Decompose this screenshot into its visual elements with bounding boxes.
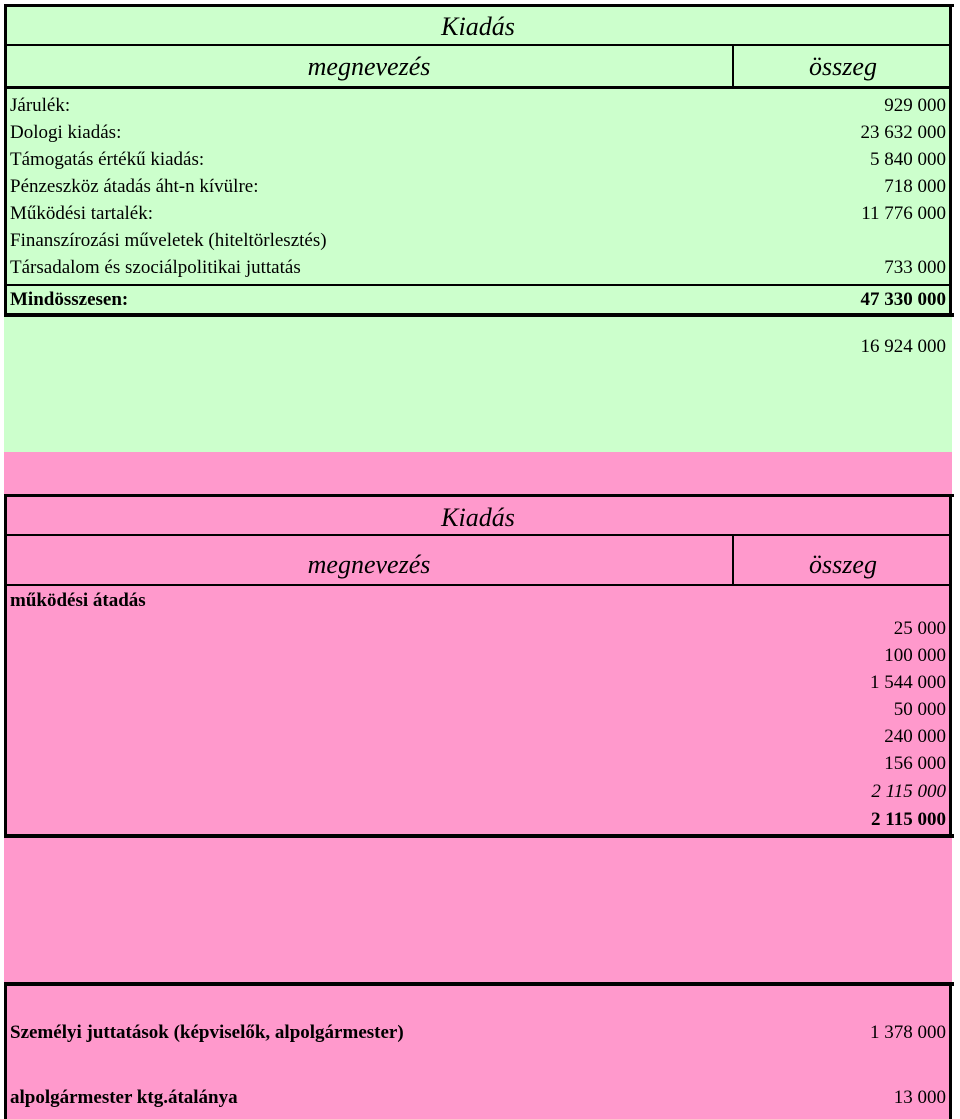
section1-right-border	[949, 4, 952, 317]
section2-header-divider	[4, 584, 952, 586]
section1-title-divider	[4, 44, 952, 46]
section3-label-szemelyi: Személyi juttatások (képviselők, alpolgármester)	[10, 1022, 404, 1043]
section3-value-atalany: 13 000	[893, 1087, 946, 1108]
section1-left-border	[4, 4, 7, 317]
expense-value-tarsadalom: 733 000	[884, 257, 946, 278]
transfer-value: 100 000	[884, 645, 946, 666]
transfer-value: 25 000	[893, 618, 946, 639]
section3-value-szemelyi: 1 378 000	[870, 1022, 946, 1043]
section2-subtotal: 2 115 000	[871, 781, 946, 802]
expense-value-jarulek: 929 000	[884, 95, 946, 116]
section3-top-border	[4, 982, 954, 986]
section2-title-divider	[4, 534, 952, 536]
expense-value-tamogatas: 5 840 000	[870, 149, 946, 170]
section1-bottom-border	[4, 313, 954, 317]
section1-col-name-header: megnevezés	[307, 52, 431, 81]
section1-total-label: Mindösszesen:	[10, 289, 129, 310]
section2-bottom-border	[4, 834, 954, 838]
expense-label-penzeszkoz: Pénzeszköz átadás áht-n kívülre:	[10, 176, 259, 197]
expense-label-tarsadalom: Társadalom és szociálpolitikai juttatás	[10, 257, 301, 278]
section2-col-name-header: megnevezés	[307, 550, 431, 579]
expense-value-dologi: 23 632 000	[860, 122, 946, 143]
section1-total-value: 47 330 000	[860, 289, 946, 310]
section2-left-border	[4, 494, 7, 838]
section1-extra-value: 16 924 000	[860, 336, 946, 357]
section2-right-border	[949, 494, 952, 838]
section1-total-top-border	[4, 284, 952, 286]
expense-label-jarulek: Járulék:	[10, 95, 71, 116]
section1-title: Kiadás	[441, 12, 515, 41]
expense-label-tamogatas: Támogatás értékű kiadás:	[10, 149, 205, 170]
expense-value-penzeszkoz: 718 000	[884, 176, 946, 197]
transfer-value: 240 000	[884, 726, 946, 747]
section3-label-atalany: alpolgármester ktg.átalánya	[10, 1087, 238, 1108]
transfer-value: 156 000	[884, 753, 946, 774]
section2-top-border	[4, 494, 954, 497]
section2-col-amount-header: összeg	[809, 550, 877, 579]
section1-col-amount-header: összeg	[809, 52, 877, 81]
expense-label-dologi: Dologi kiadás:	[10, 122, 122, 143]
section2-group-label: működési átadás	[10, 590, 146, 611]
section2-total: 2 115 000	[871, 809, 946, 830]
expense-value-tartalek: 11 776 000	[861, 203, 946, 224]
section1-header-divider	[4, 86, 952, 89]
expense-label-tartalek: Működési tartalék:	[10, 203, 153, 224]
section2-title: Kiadás	[441, 503, 515, 532]
transfer-value: 1 544 000	[870, 672, 946, 693]
section3-left-border	[4, 982, 7, 1119]
transfer-value: 50 000	[893, 699, 946, 720]
expense-label-finanszirozas: Finanszírozási műveletek (hiteltörlesztés)	[10, 230, 327, 251]
section3-right-border	[949, 982, 952, 1119]
section1-top-border	[4, 4, 954, 7]
